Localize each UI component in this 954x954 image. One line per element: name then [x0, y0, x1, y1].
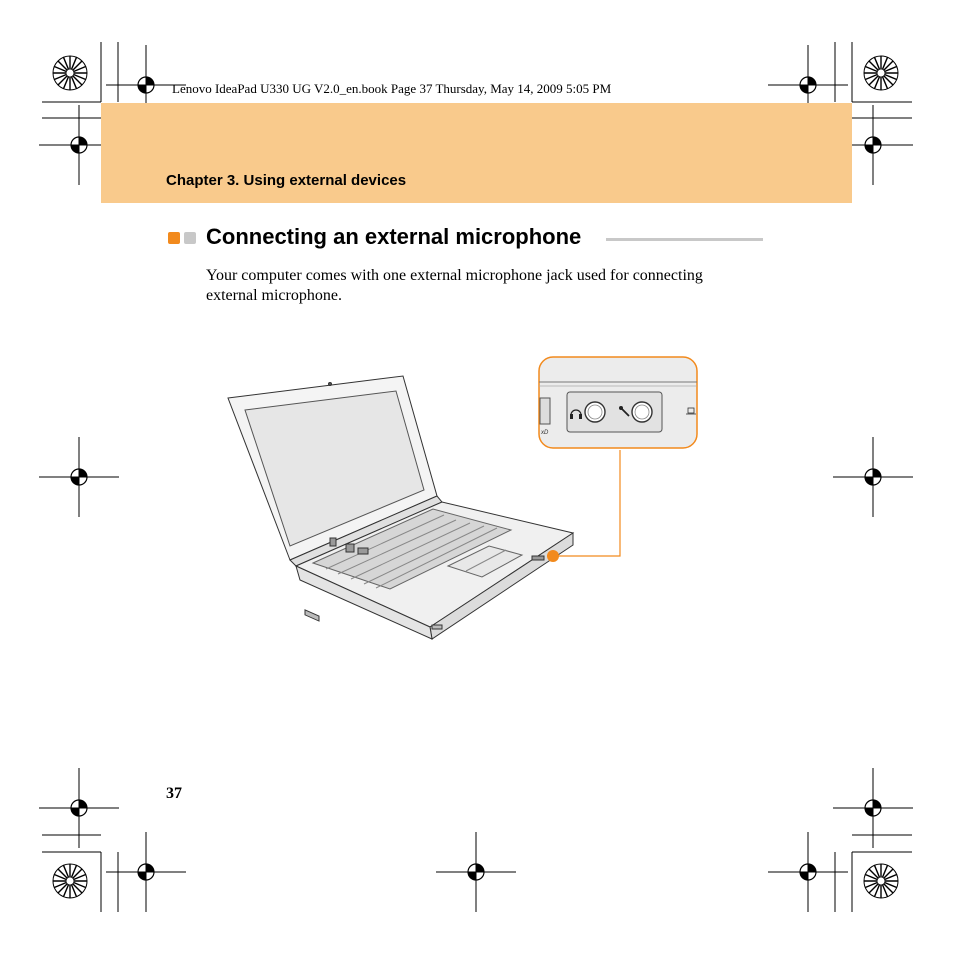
jack-callout	[539, 357, 697, 448]
laptop-microphone-illustration	[220, 350, 710, 650]
body-paragraph: Your computer comes with one external microphone jack used for connecting external microphone.	[206, 267, 703, 304]
xd-label: xD	[541, 430, 549, 436]
chapter-title: Chapter 3. Using external devices	[166, 172, 407, 189]
section-title: Connecting an external microphone	[206, 224, 582, 249]
section-rule	[606, 238, 763, 241]
section-bullet-orange	[168, 232, 180, 244]
book-info-line: Lenovo IdeaPad U330 UG V2.0_en.book Page 37 Thursday, May 14, 2009 5:05 PM	[172, 81, 612, 96]
section-bullet-gray	[184, 232, 196, 244]
page-number: 37	[166, 785, 182, 802]
laptop-drawing	[228, 376, 573, 639]
